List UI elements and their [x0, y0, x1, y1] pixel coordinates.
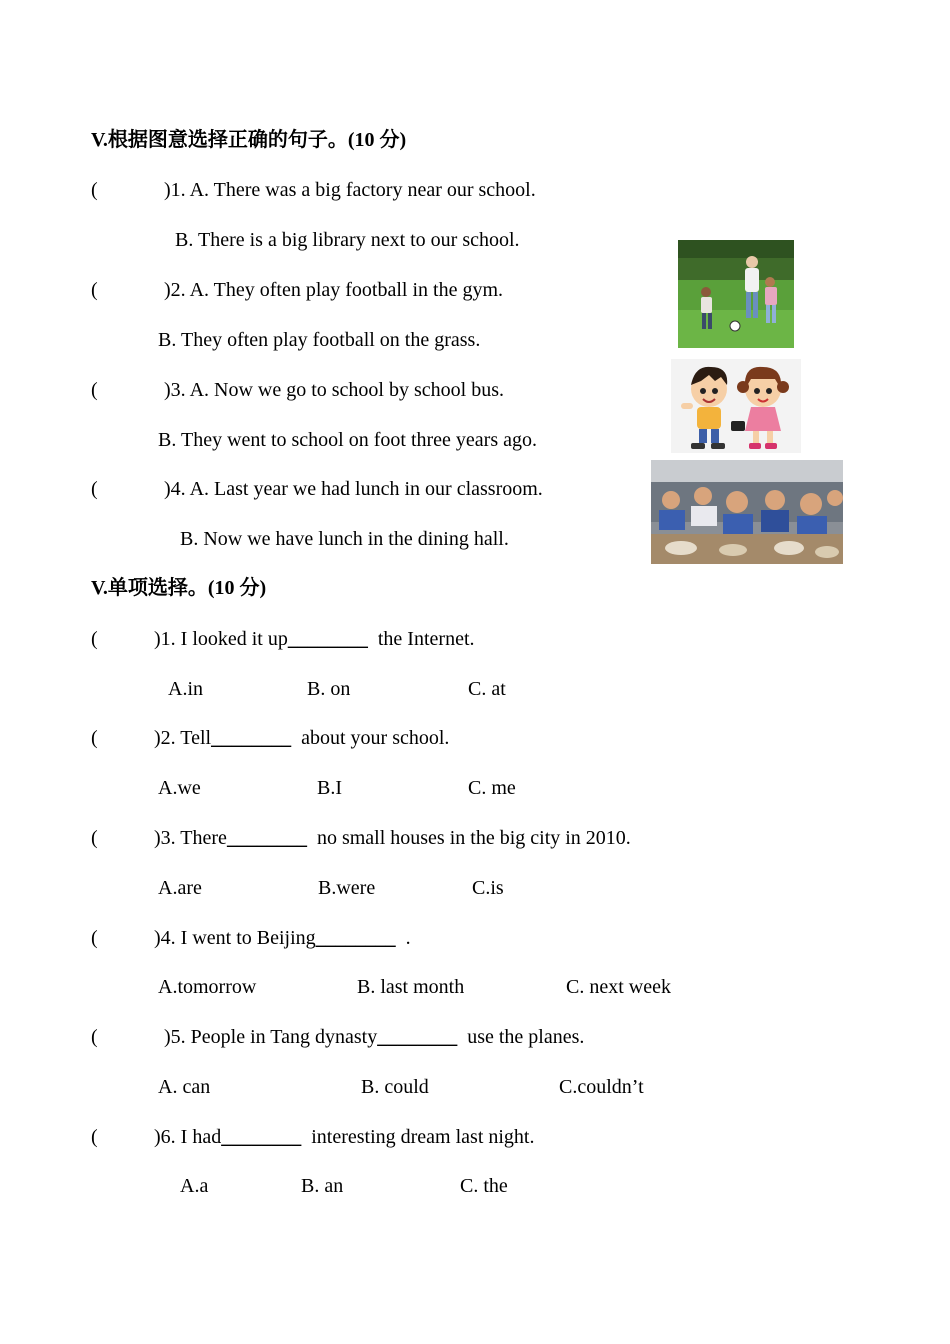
s2-q6-answer-paren[interactable]: (	[91, 1126, 98, 1148]
s1-q1-option-b: B. There is a big library next to our school.	[175, 229, 520, 251]
s2-q2-option-b: B.I	[317, 777, 342, 799]
s1-q2-answer-paren[interactable]: (	[91, 279, 98, 301]
s1-q3-option-b: B. They went to school on foot three years ago.	[158, 429, 537, 451]
s1-q2-option-b: B. They often play football on the grass.	[158, 329, 481, 351]
s2-q4-stem: )4. I went to Beijing________ .	[154, 927, 411, 949]
fill-blank: ________	[377, 1026, 458, 1048]
s2-q4-answer-paren[interactable]: (	[91, 927, 98, 949]
s1-q2-option-a: )2. A. They often play football in the gym.	[164, 279, 504, 301]
s2-q1-option-c: C. at	[468, 678, 506, 700]
s2-q6-stem: )6. I had________ interesting dream last night.	[154, 1126, 535, 1148]
s1-q3-option-a: )3. A. Now we go to school by school bus.	[164, 379, 504, 401]
s1-q4-option-a: )4. A. Last year we had lunch in our classroom.	[164, 478, 543, 500]
s2-q1-option-b: B. on	[307, 678, 351, 700]
fill-blank: ________	[211, 727, 292, 749]
s2-q4-option-b: B. last month	[357, 976, 465, 998]
s2-q2-answer-paren[interactable]: (	[91, 727, 98, 749]
fill-blank: ________	[315, 927, 396, 949]
s2-q5-option-a: A. can	[158, 1076, 211, 1098]
fill-blank: ________	[221, 1126, 302, 1148]
s2-q1-option-a: A.in	[168, 678, 203, 700]
s1-q4-answer-paren[interactable]: (	[91, 478, 98, 500]
fill-blank: ________	[226, 827, 307, 849]
s2-q5-option-c: C.couldn’t	[559, 1076, 644, 1098]
section2-heading: V.单项选择。(10 分)	[91, 577, 267, 599]
s1-q1-answer-paren[interactable]: (	[91, 179, 98, 201]
s2-q3-stem: )3. There________ no small houses in the big city in 2010.	[154, 827, 631, 849]
s2-q6-option-a: A.a	[180, 1175, 209, 1197]
s2-q2-stem: )2. Tell________ about your school.	[154, 727, 450, 749]
s2-q5-answer-paren[interactable]: (	[91, 1026, 98, 1048]
s2-q5-stem: )5. People in Tang dynasty________ use the planes.	[164, 1026, 585, 1048]
s2-q3-option-b: B.were	[318, 877, 376, 899]
dining-hall-photo	[651, 460, 843, 564]
s2-q3-option-c: C.is	[472, 877, 504, 899]
s2-q3-option-a: A.are	[158, 877, 202, 899]
section1-heading: V.根据图意选择正确的句子。(10 分)	[91, 129, 407, 151]
s1-q4-option-b: B. Now we have lunch in the dining hall.	[180, 528, 509, 550]
s2-q2-option-a: A.we	[158, 777, 201, 799]
s2-q3-answer-paren[interactable]: (	[91, 827, 98, 849]
fill-blank: ________	[287, 628, 368, 650]
kids-cartoon	[671, 359, 801, 453]
s2-q1-answer-paren[interactable]: (	[91, 628, 98, 650]
s2-q1-stem: )1. I looked it up________ the Internet.	[154, 628, 475, 650]
s2-q4-option-c: C. next week	[566, 976, 671, 998]
s1-q1-option-a: )1. A. There was a big factory near our school.	[164, 179, 536, 201]
s2-q5-option-b: B. could	[361, 1076, 429, 1098]
s2-q4-option-a: A.tomorrow	[158, 976, 257, 998]
s1-q3-answer-paren[interactable]: (	[91, 379, 98, 401]
s2-q2-option-c: C. me	[468, 777, 516, 799]
s2-q6-option-c: C. the	[460, 1175, 508, 1197]
football-photo	[678, 240, 794, 348]
s2-q6-option-b: B. an	[301, 1175, 344, 1197]
